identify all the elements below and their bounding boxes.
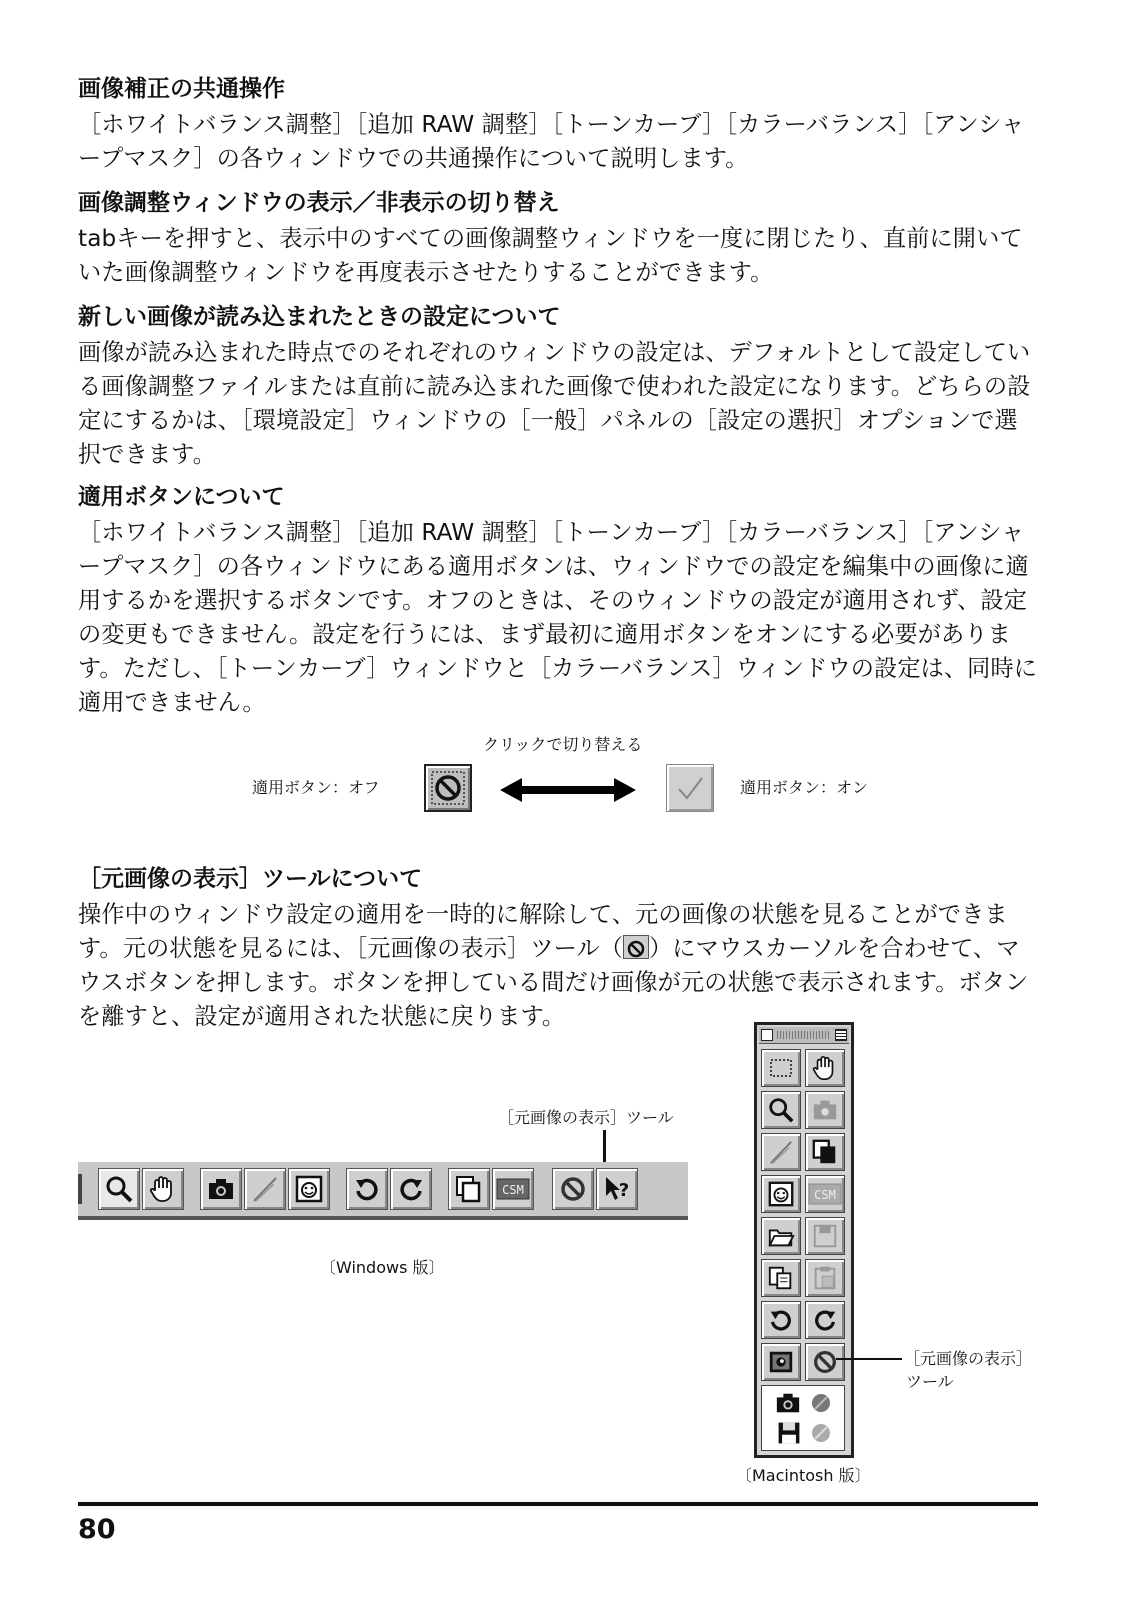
- help-button[interactable]: [596, 1168, 638, 1210]
- close-box-icon[interactable]: [761, 1029, 773, 1041]
- mac-callout-line: [836, 1358, 902, 1360]
- zoom-tool-button[interactable]: [98, 1168, 140, 1210]
- face-tool-button[interactable]: [288, 1168, 330, 1210]
- mac-copy-settings-button[interactable]: [761, 1259, 801, 1297]
- clipboard-paste-icon: [811, 1264, 839, 1292]
- mac-csm-button[interactable]: [805, 1175, 845, 1213]
- status-dot-icon: [810, 1392, 832, 1414]
- page-number: 80: [78, 1514, 116, 1545]
- eyedropper-icon: [767, 1138, 795, 1166]
- svg-text:?: ?: [618, 1180, 630, 1201]
- apply-button-off[interactable]: [424, 764, 472, 812]
- windows-tool-label: ［元画像の表示］ツール: [498, 1108, 674, 1127]
- rotate-right-button[interactable]: [346, 1168, 388, 1210]
- csm-button[interactable]: [492, 1168, 534, 1210]
- palette-title-bar: [759, 1027, 849, 1044]
- camera-tool-button[interactable]: [200, 1168, 242, 1210]
- copy-button[interactable]: [448, 1168, 490, 1210]
- mac-rotate-right-button[interactable]: [761, 1301, 801, 1339]
- mac-tool-label-line2: ツール: [906, 1372, 954, 1391]
- status-dot-icon: [810, 1422, 832, 1444]
- apply-button-on[interactable]: [666, 764, 714, 812]
- mac-original-image-tool-button[interactable]: [805, 1343, 845, 1381]
- rotate-counterclockwise-icon: [396, 1174, 426, 1204]
- magnifier-icon: [104, 1174, 134, 1204]
- mac-zoom-button[interactable]: [761, 1091, 801, 1129]
- hand-icon: [148, 1174, 178, 1204]
- mac-preview-image-button[interactable]: [761, 1343, 801, 1381]
- face-frame-icon: [767, 1180, 795, 1208]
- paragraph-original-image-tool: 操作中のウィンドウ設定の適用を一時的に解除して、元の画像の状態を見ることができます。元の状態を見るには、［元画像の表示］ツール（ ）にマウスカーソルを合わせて、マウスボタンを押します。ボタンを押している間だけ画像が元の状態で表示されます。ボタンを離すと、設定が適用された状態に戻ります。: [78, 901, 1029, 1030]
- mac-camera-disabled-button[interactable]: [805, 1091, 845, 1129]
- windows-toolbar: [78, 1162, 688, 1220]
- original-image-tool-button[interactable]: [552, 1168, 594, 1210]
- camera-icon: [206, 1174, 236, 1204]
- rotate-counterclockwise-icon: [811, 1306, 839, 1334]
- mac-open-folder-button[interactable]: [761, 1217, 801, 1255]
- hand-icon: [811, 1054, 839, 1082]
- heading-common-operations: 画像補正の共通操作: [78, 76, 285, 102]
- mac-face-button[interactable]: [761, 1175, 801, 1213]
- check-icon: [667, 765, 713, 811]
- eyedropper-icon: [250, 1174, 280, 1204]
- paragraph-common-operations: ［ホワイトバランス調整］［追加 RAW 調整］［トーンカーブ］［カラーバランス］［アンシャープマスク］の各ウィンドウでの共通操作について説明します。: [78, 111, 1025, 172]
- mac-caption: 〔Macintosh 版〕: [736, 1466, 871, 1485]
- collapse-box-icon[interactable]: [835, 1029, 847, 1041]
- mac-save-disabled-button[interactable]: [805, 1217, 845, 1255]
- eyedropper-tool-button[interactable]: [244, 1168, 286, 1210]
- prohibit-icon: [811, 1348, 839, 1376]
- floppy-disk-icon: [811, 1222, 839, 1250]
- drag-grip[interactable]: [777, 1031, 831, 1039]
- paragraph-toggle-windows: tabキーを押すと、表示中のすべての画像調整ウィンドウを一度に閉じたり、直前に開いていた画像調整ウィンドウを再度表示させたりすることができます。: [78, 225, 1023, 286]
- mac-status-panel: [761, 1385, 845, 1451]
- mac-paste-settings-button[interactable]: [805, 1259, 845, 1297]
- mac-tool-label-line1: ［元画像の表示］: [904, 1349, 1033, 1368]
- rotate-clockwise-icon: [352, 1174, 382, 1204]
- apply-off-label: 適用ボタン：オフ: [252, 778, 380, 797]
- toggle-caption: クリックで切り替える: [483, 735, 643, 754]
- image-preview-icon: [767, 1348, 795, 1376]
- mac-eyedropper-button[interactable]: [761, 1133, 801, 1171]
- help-pointer-icon: [602, 1174, 632, 1204]
- windows-caption: 〔Windows 版〕: [320, 1258, 445, 1277]
- face-frame-icon: [294, 1174, 324, 1204]
- heading-new-image-settings: 新しい画像が読み込まれたときの設定について: [78, 304, 561, 330]
- paragraph-new-image-settings: 画像が読み込まれた時点でのそれぞれのウィンドウの設定は、デフォルトとして設定している画像調整ファイルまたは直前に読み込まれた画像で使われた設定になります。どちらの設定にするかは、［環境設定］ウィンドウの［一般］パネルの［設定の選択］オプションで選択できます。: [78, 339, 1031, 468]
- open-folder-icon: [767, 1222, 795, 1250]
- csm-icon: [808, 1181, 842, 1207]
- heading-toggle-windows: 画像調整ウィンドウの表示／非表示の切り替え: [78, 190, 560, 216]
- prohibit-icon: [558, 1174, 588, 1204]
- heading-original-image-tool: ［元画像の表示］ツールについて: [78, 866, 423, 892]
- double-arrow-icon: [500, 776, 636, 804]
- mac-hand-button[interactable]: [805, 1049, 845, 1087]
- prohibit-icon: [426, 766, 470, 810]
- camera-icon: [811, 1096, 839, 1124]
- csm-icon: [496, 1176, 530, 1202]
- marquee-icon: [768, 1055, 794, 1081]
- magnifier-icon: [767, 1096, 795, 1124]
- hand-tool-button[interactable]: [142, 1168, 184, 1210]
- apply-on-label: 適用ボタン：オン: [740, 778, 869, 797]
- mac-tool-palette: [754, 1022, 854, 1458]
- rotate-left-button[interactable]: [390, 1168, 432, 1210]
- copy-pages-icon: [454, 1174, 484, 1204]
- toolbar-edge: [78, 1174, 82, 1204]
- paragraph-apply-button: ［ホワイトバランス調整］［追加 RAW 調整］［トーンカーブ］［カラーバランス］［アンシャープマスク］の各ウィンドウにある適用ボタンは、ウィンドウでの設定を編集中の画像に適用するかを選択するボタンです。オフのときは、そのウィンドウの設定が適用されず、設定の変更もできません。設定を行うには、まず最初に適用ボタンをオンにする必要があります。ただし、［トーンカーブ］ウィンドウと［カラーバランス］ウィンドウの設定は、同時に適用できません。: [78, 519, 1038, 716]
- camera-icon: [774, 1390, 802, 1416]
- heading-apply-button: 適用ボタンについて: [78, 484, 285, 510]
- mac-rotate-left-button[interactable]: [805, 1301, 845, 1339]
- mac-copy-button[interactable]: [805, 1133, 845, 1171]
- svg-text:CSM: CSM: [502, 1183, 524, 1197]
- inline-original-image-icon: [623, 935, 649, 959]
- copy-pages-icon: [811, 1138, 839, 1166]
- floppy-disk-icon: [776, 1420, 802, 1446]
- rotate-clockwise-icon: [767, 1306, 795, 1334]
- svg-text:CSM: CSM: [814, 1188, 836, 1202]
- clipboard-copy-icon: [767, 1264, 795, 1292]
- footer-rule: [78, 1502, 1038, 1506]
- mac-select-button[interactable]: [761, 1049, 801, 1087]
